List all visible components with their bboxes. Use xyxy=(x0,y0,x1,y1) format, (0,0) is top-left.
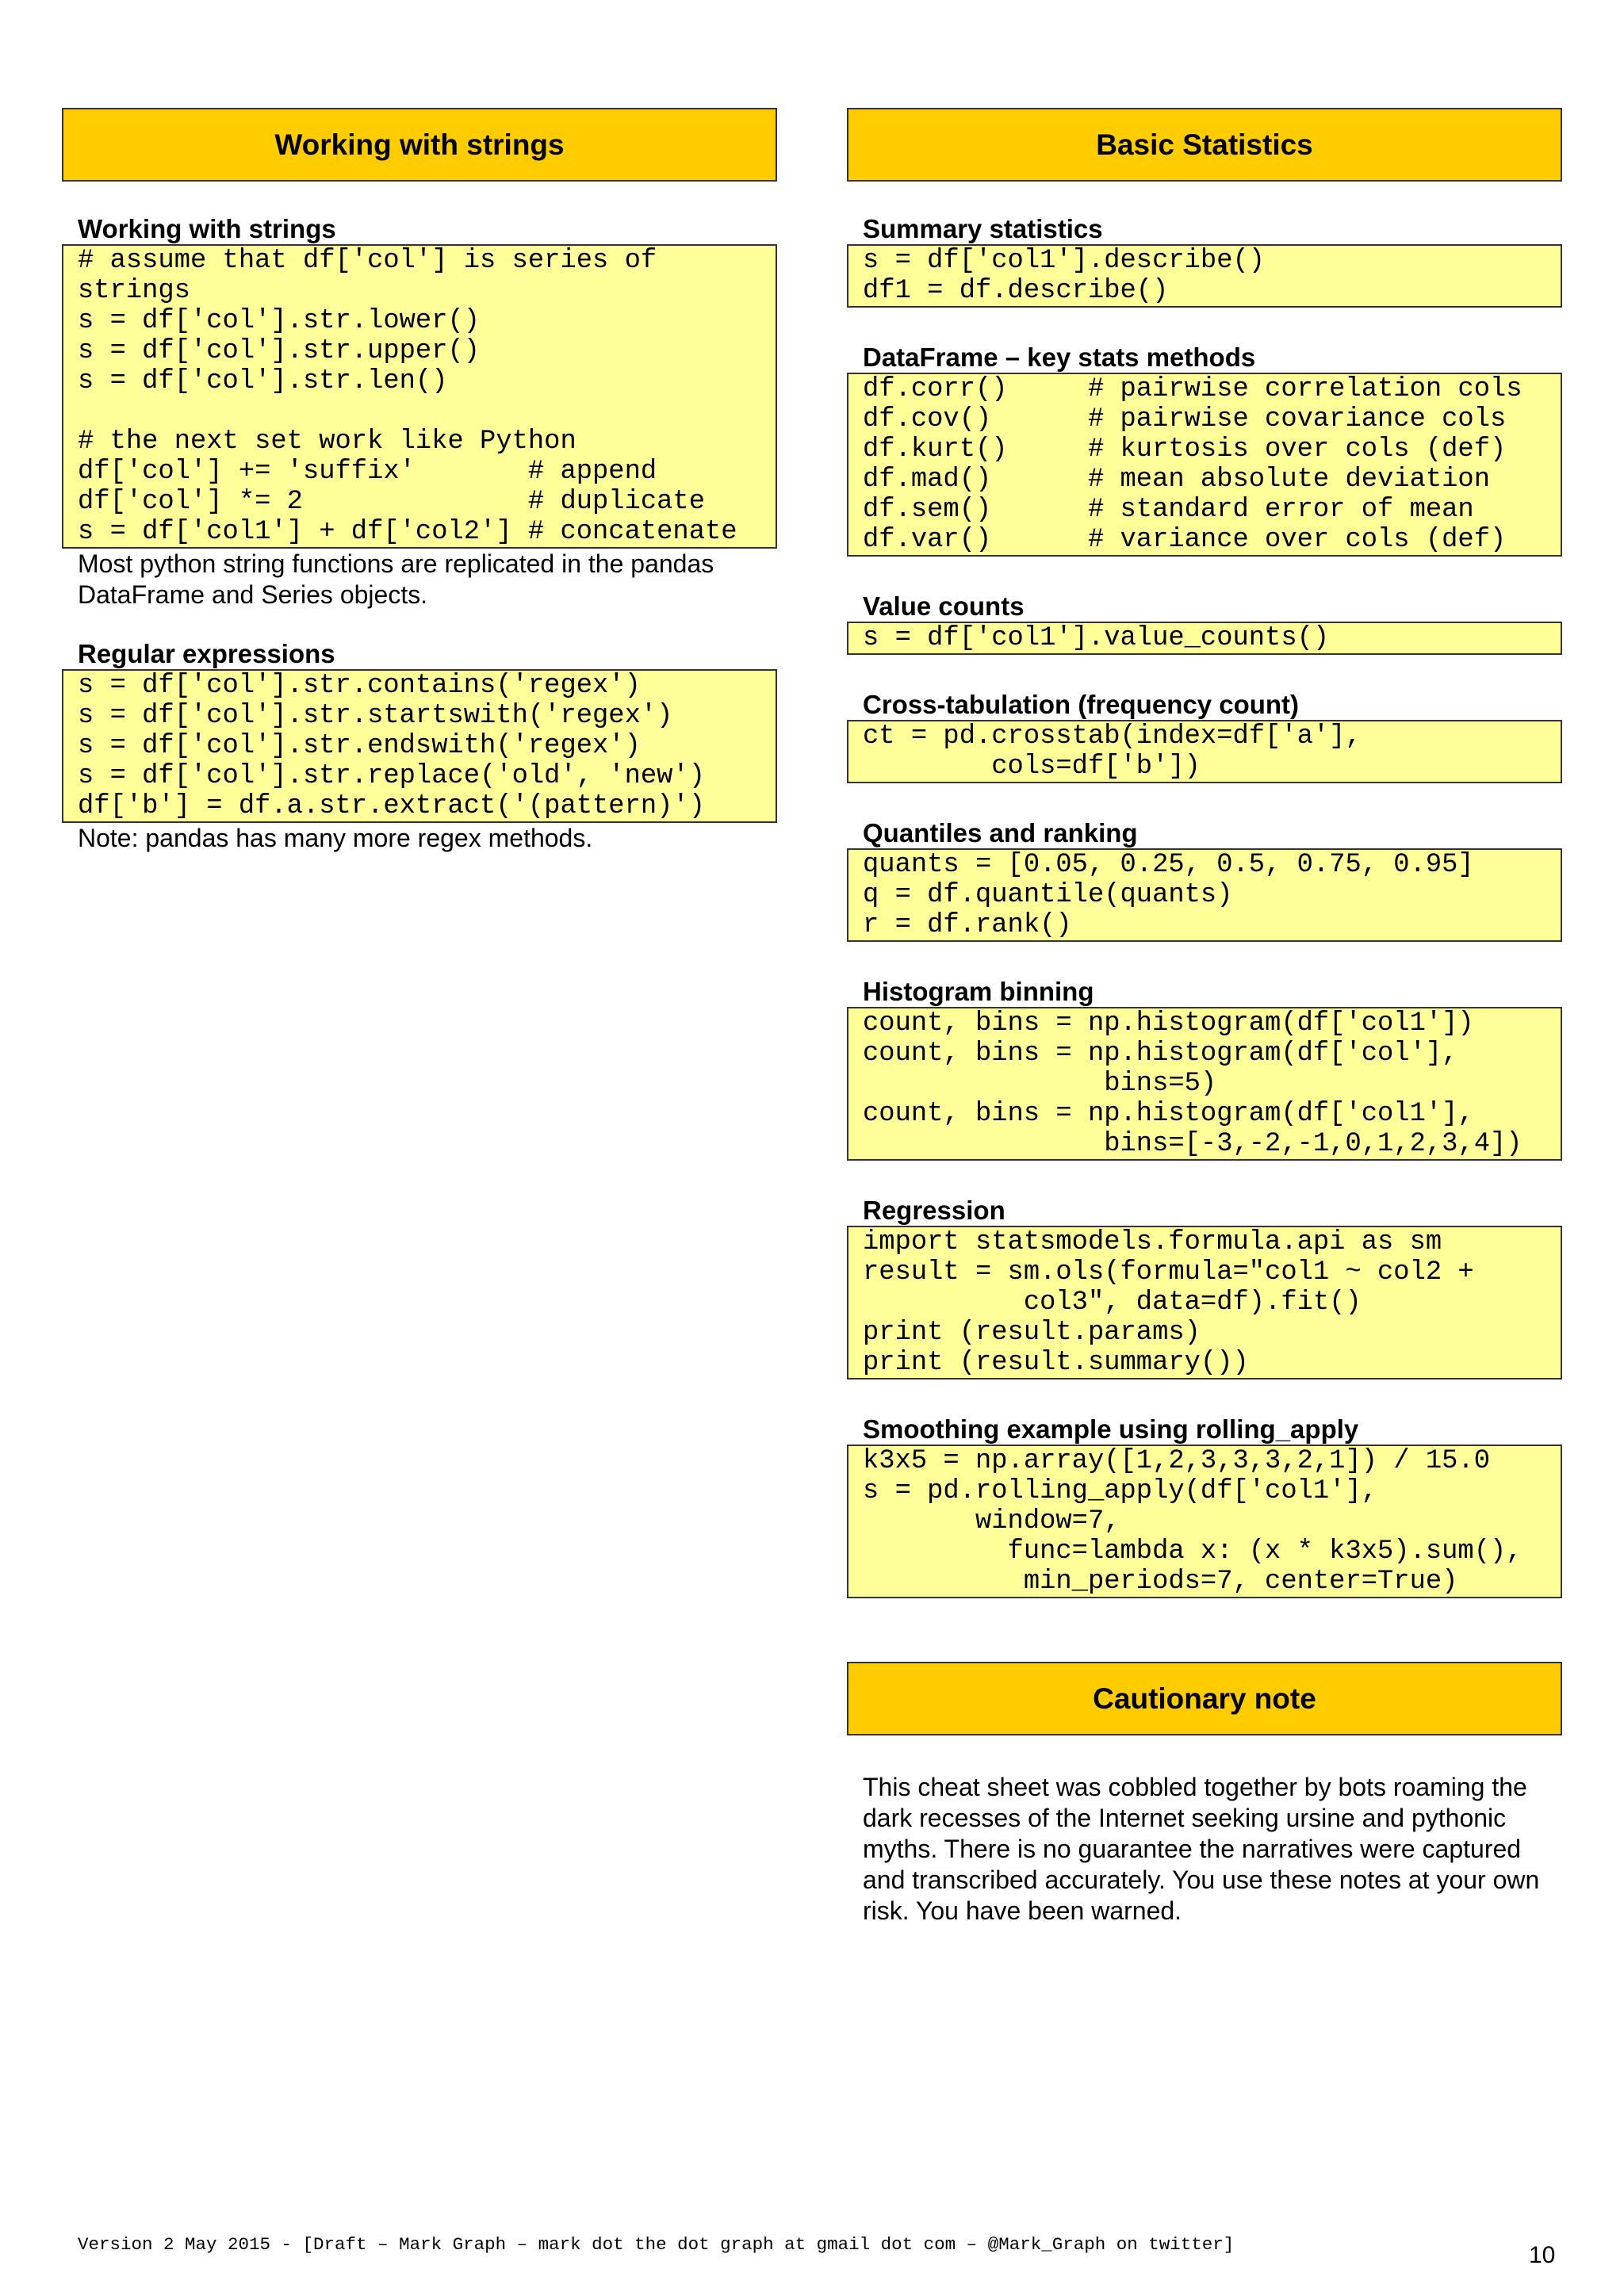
subheading-quantiles-ranking: Quantiles and ranking xyxy=(863,818,1138,848)
subheading-smoothing: Smoothing example using rolling_apply xyxy=(863,1414,1359,1444)
footer-version-line: Version 2 May 2015 - [Draft – Mark Graph – mark dot the dot graph at gmail dot com – @Mark_Graph on twitter] xyxy=(78,2234,1235,2255)
subheading-working-with-strings: Working with strings xyxy=(78,214,336,243)
code-block-strings: # assume that df['col'] is series of strings s = df['col'].str.lower() s = df['col'].str.upper() s = df['col'].str.len() # the next set work like Python df['col'] += 'suffix' # append df['col'] *= 2 # duplicate s = df['col1'] + df['col2'] # concatenate xyxy=(62,244,777,549)
subheading-cross-tabulation: Cross-tabulation (frequency count) xyxy=(863,690,1300,719)
code-block-histogram: count, bins = np.histogram(df['col1']) count, bins = np.histogram(df['col'], bins=5) count, bins = np.histogram(df['col1'], bins=[-3,-2,-1,0,1,2,3,4]) xyxy=(847,1007,1562,1161)
code-block-key-stats: df.corr() # pairwise correlation cols df.cov() # pairwise covariance cols df.kurt() # kurtosis over cols (def) df.mad() # mean absolute deviation df.sem() # standard error of mean df.var() # variance over cols (def) xyxy=(847,373,1562,557)
section-header-basic-statistics: Basic Statistics xyxy=(847,108,1562,182)
code-block-regression: import statsmodels.formula.api as sm result = sm.ols(formula="col1 ~ col2 + col3", data=df).fit() print (result.params) print (result.summary()) xyxy=(847,1226,1562,1380)
left-column xyxy=(62,108,777,854)
cautionary-note-text: This cheat sheet was cobbled together by bots roaming the dark recesses of the Internet seeking ursine and pythonic myths. There is no guarantee the narratives were captured and transcribed accurately. You use these notes at your own risk. You have been warned. xyxy=(863,1773,1540,1925)
note-string-functions: Most python string functions are replicated in the pandas DataFrame and Series objects. xyxy=(78,549,714,609)
code-block-quantiles: quants = [0.05, 0.25, 0.5, 0.75, 0.95] q = df.quantile(quants) r = df.rank() xyxy=(847,848,1562,942)
subheading-key-stats-methods: DataFrame – key stats methods xyxy=(863,342,1256,372)
right-column xyxy=(847,108,1562,1927)
subheading-regression: Regression xyxy=(863,1196,1005,1225)
code-block-regex: s = df['col'].str.contains('regex') s = df['col'].str.startswith('regex') s = df['col'].str.endswith('regex') s = df['col'].str.replace('old', 'new') df['b'] = df.a.str.extract('(pattern)') xyxy=(62,669,777,823)
page-number: 10 xyxy=(1529,2242,1556,2268)
code-block-summary-statistics: s = df['col1'].describe() df1 = df.describe() xyxy=(847,244,1562,308)
code-block-crosstab: ct = pd.crosstab(index=df['a'], cols=df['b']) xyxy=(847,720,1562,783)
note-regex: Note: pandas has many more regex methods. xyxy=(78,824,593,852)
section-header-cautionary-note: Cautionary note xyxy=(847,1662,1562,1735)
subheading-regular-expressions: Regular expressions xyxy=(78,639,335,668)
code-block-smoothing: k3x5 = np.array([1,2,3,3,3,2,1]) / 15.0 s = pd.rolling_apply(df['col1'], window=7, func=lambda x: (x * k3x5).sum(), min_periods=7, center=True) xyxy=(847,1445,1562,1598)
section-header-strings: Working with strings xyxy=(62,108,777,182)
subheading-value-counts: Value counts xyxy=(863,591,1025,621)
code-block-value-counts: s = df['col1'].value_counts() xyxy=(847,622,1562,655)
subheading-histogram-binning: Histogram binning xyxy=(863,977,1094,1006)
subheading-summary-statistics: Summary statistics xyxy=(863,214,1103,243)
